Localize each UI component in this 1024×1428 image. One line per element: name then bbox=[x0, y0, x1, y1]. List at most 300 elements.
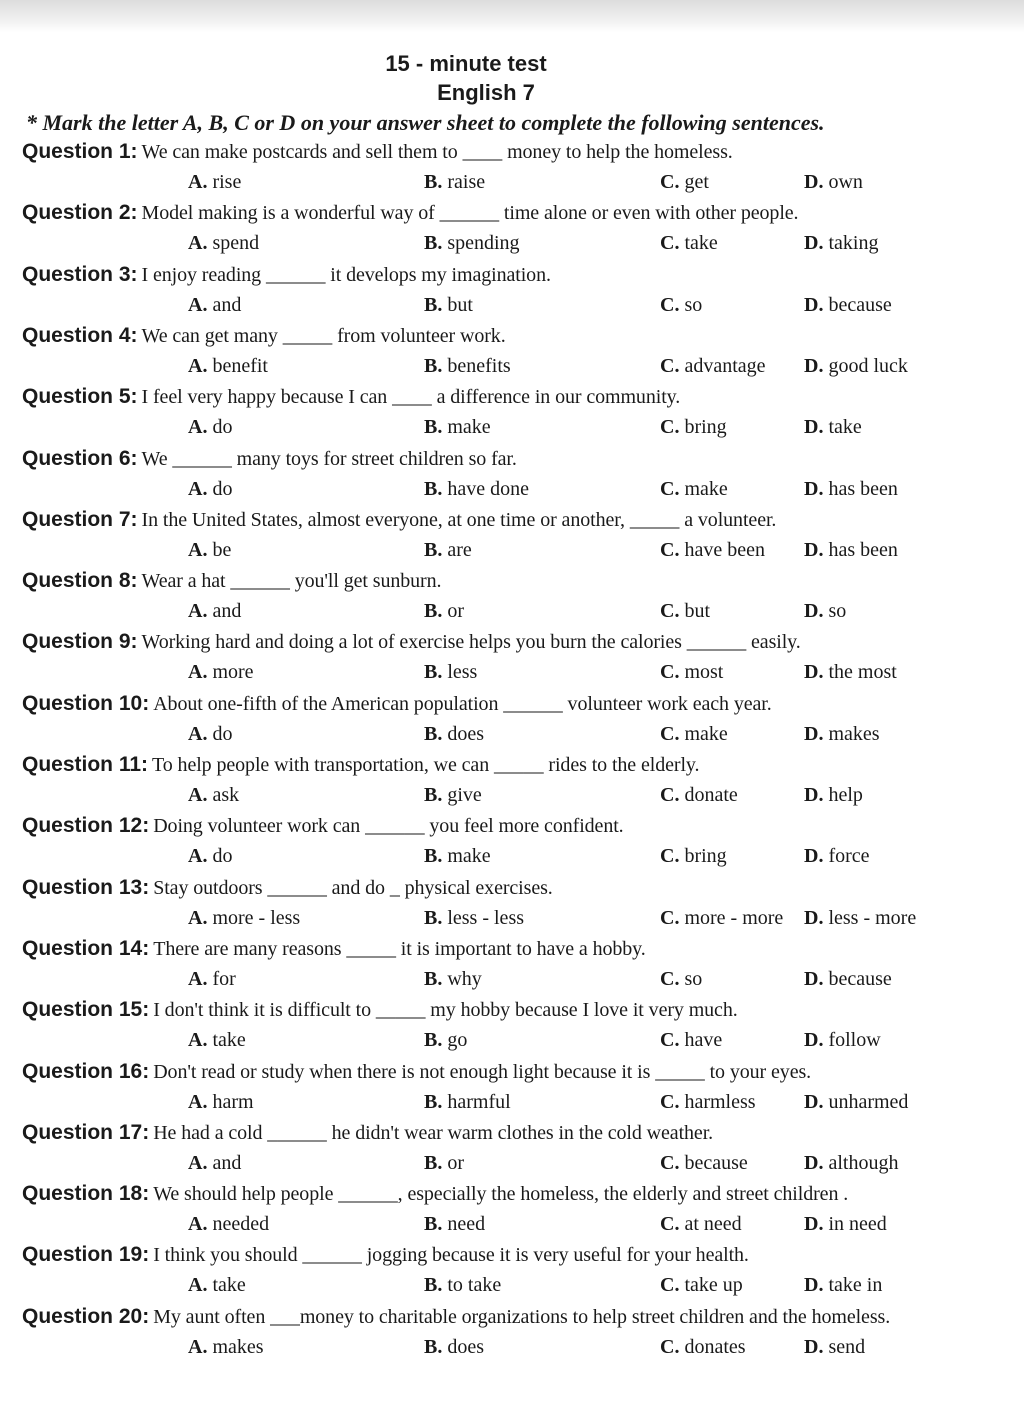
question-20 bbox=[22, 1302, 1012, 1363]
option-c[interactable] bbox=[660, 535, 765, 565]
option-letter: A. bbox=[188, 538, 208, 561]
option-letter: B. bbox=[424, 661, 443, 684]
option-letter: D. bbox=[804, 477, 824, 500]
option-letter: B. bbox=[424, 1213, 443, 1236]
question-text: We ______ many toys for street children so far. bbox=[141, 447, 517, 470]
question-11 bbox=[22, 750, 1012, 811]
question-stem bbox=[22, 198, 798, 228]
option-text: good luck bbox=[828, 354, 908, 377]
question-text: I think you should ______ jogging because it is very useful for your health. bbox=[153, 1244, 749, 1267]
option-text: bring bbox=[684, 416, 727, 439]
option-text: because bbox=[684, 1151, 748, 1174]
option-letter: D. bbox=[804, 967, 824, 990]
question-stem bbox=[22, 444, 517, 474]
option-text: more - more bbox=[684, 906, 784, 929]
question-label: Question 3: bbox=[22, 262, 138, 286]
option-text: do bbox=[212, 477, 233, 500]
option-text: why bbox=[447, 967, 482, 990]
option-b[interactable] bbox=[424, 290, 473, 320]
question-label: Question 12: bbox=[22, 814, 150, 838]
question-label: Question 16: bbox=[22, 1059, 150, 1083]
option-d[interactable] bbox=[804, 903, 916, 933]
question-1 bbox=[22, 137, 1012, 198]
option-a[interactable] bbox=[188, 596, 241, 626]
question-stem bbox=[22, 873, 553, 903]
option-letter: D. bbox=[804, 232, 824, 255]
option-text: be bbox=[212, 538, 232, 561]
question-text: Working hard and doing a lot of exercise helps you burn the calories ______ easily. bbox=[141, 631, 801, 654]
option-text: so bbox=[828, 600, 847, 623]
option-b[interactable] bbox=[424, 1087, 511, 1117]
question-stem bbox=[22, 750, 699, 780]
option-text: do bbox=[212, 722, 233, 745]
option-letter: A. bbox=[188, 967, 208, 990]
option-c[interactable] bbox=[660, 780, 738, 810]
option-letter: A. bbox=[188, 416, 208, 439]
option-text: and bbox=[212, 600, 242, 623]
question-stem bbox=[22, 1118, 713, 1148]
option-text: bring bbox=[684, 845, 727, 868]
option-b[interactable] bbox=[424, 474, 529, 504]
option-letter: A. bbox=[188, 784, 208, 806]
question-19 bbox=[22, 1240, 1012, 1301]
option-b[interactable] bbox=[424, 964, 482, 994]
question-label: Question 19: bbox=[22, 1243, 150, 1267]
option-text: are bbox=[447, 538, 472, 561]
option-c[interactable] bbox=[660, 1148, 748, 1178]
option-letter: C. bbox=[660, 1029, 680, 1052]
option-text: do bbox=[212, 845, 233, 868]
option-a[interactable] bbox=[188, 903, 300, 933]
option-letter: D. bbox=[804, 784, 824, 806]
option-text: benefit bbox=[212, 354, 268, 377]
option-text: do bbox=[212, 416, 233, 439]
question-5 bbox=[22, 382, 1012, 443]
question-text: Doing volunteer work can ______ you feel more confident. bbox=[153, 815, 624, 838]
option-letter: B. bbox=[424, 1090, 443, 1113]
option-letter: B. bbox=[424, 293, 443, 316]
question-text: Model making is a wonderful way of ______ time alone or even with other people. bbox=[141, 202, 799, 225]
option-a[interactable] bbox=[188, 1025, 246, 1055]
question-label: Question 9: bbox=[22, 630, 138, 654]
option-d[interactable] bbox=[804, 1025, 881, 1055]
option-text: benefits bbox=[447, 354, 511, 377]
option-a[interactable] bbox=[188, 474, 232, 504]
option-letter: C. bbox=[660, 538, 680, 561]
option-text: donates bbox=[684, 1335, 746, 1358]
option-d[interactable] bbox=[804, 290, 892, 320]
question-stem bbox=[22, 566, 441, 596]
question-4 bbox=[22, 321, 1012, 382]
top-gradient-bar bbox=[0, 0, 1024, 32]
option-letter: C. bbox=[660, 1335, 680, 1358]
option-text: take bbox=[212, 1274, 246, 1297]
question-text: We can get many _____ from volunteer work. bbox=[141, 324, 506, 347]
option-letter: D. bbox=[804, 1090, 824, 1113]
option-a[interactable] bbox=[188, 167, 241, 197]
question-text: I feel very happy because I can ____ a difference in our community. bbox=[141, 386, 681, 409]
option-text: for bbox=[212, 967, 236, 990]
option-letter: C. bbox=[660, 1274, 680, 1297]
option-text: but bbox=[684, 600, 711, 623]
option-b[interactable] bbox=[424, 535, 472, 565]
option-b[interactable] bbox=[424, 1148, 464, 1178]
question-label: Question 14: bbox=[22, 936, 150, 960]
option-c[interactable] bbox=[660, 719, 728, 749]
option-letter: B. bbox=[424, 906, 443, 929]
option-d[interactable] bbox=[804, 657, 897, 687]
option-text: needed bbox=[212, 1213, 270, 1236]
question-stem bbox=[22, 627, 801, 657]
option-text: ask bbox=[212, 784, 240, 806]
option-text: take in bbox=[828, 1274, 883, 1297]
option-letter: B. bbox=[424, 477, 443, 500]
option-a[interactable] bbox=[188, 657, 254, 687]
option-text: need bbox=[447, 1213, 486, 1236]
question-stem bbox=[22, 505, 776, 535]
option-b[interactable] bbox=[424, 903, 524, 933]
option-text: most bbox=[684, 661, 724, 684]
option-text: own bbox=[828, 171, 863, 193]
question-stem bbox=[22, 1057, 811, 1087]
option-text: taking bbox=[828, 232, 879, 255]
question-stem bbox=[22, 811, 624, 841]
question-6 bbox=[22, 444, 1012, 505]
option-text: unharmed bbox=[828, 1090, 909, 1113]
question-label: Question 13: bbox=[22, 875, 150, 899]
question-text: About one-fifth of the American population ______ volunteer work each year. bbox=[153, 692, 772, 715]
question-3 bbox=[22, 260, 1012, 321]
option-c[interactable] bbox=[660, 1332, 746, 1362]
option-letter: C. bbox=[660, 906, 680, 929]
option-d[interactable] bbox=[804, 228, 878, 258]
question-16 bbox=[22, 1057, 1012, 1118]
question-label: Question 18: bbox=[22, 1182, 150, 1206]
option-letter: C. bbox=[660, 1151, 680, 1174]
option-text: donate bbox=[684, 784, 738, 806]
question-label: Question 17: bbox=[22, 1120, 150, 1144]
option-letter: B. bbox=[424, 600, 443, 623]
test-subtitle: English 7 bbox=[437, 80, 535, 105]
option-letter: D. bbox=[804, 416, 824, 439]
question-label: Question 6: bbox=[22, 446, 138, 470]
option-d[interactable] bbox=[804, 412, 862, 442]
option-text: help bbox=[828, 784, 863, 806]
option-c[interactable] bbox=[660, 903, 783, 933]
option-letter: A. bbox=[188, 171, 208, 193]
option-letter: B. bbox=[424, 1335, 443, 1358]
option-text: in need bbox=[828, 1213, 887, 1236]
option-a[interactable] bbox=[188, 535, 231, 565]
option-letter: D. bbox=[804, 722, 824, 745]
option-letter: D. bbox=[804, 661, 824, 684]
option-d[interactable] bbox=[804, 474, 898, 504]
option-letter: C. bbox=[660, 477, 680, 500]
option-letter: C. bbox=[660, 661, 680, 684]
question-stem bbox=[22, 934, 646, 964]
question-8 bbox=[22, 566, 1012, 627]
option-text: have bbox=[684, 1029, 723, 1052]
option-c[interactable] bbox=[660, 412, 727, 442]
option-a[interactable] bbox=[188, 412, 232, 442]
question-stem bbox=[22, 382, 680, 412]
option-c[interactable] bbox=[660, 596, 710, 626]
option-letter: C. bbox=[660, 1213, 680, 1236]
option-letter: A. bbox=[188, 722, 208, 745]
option-a[interactable] bbox=[188, 841, 232, 871]
option-a[interactable] bbox=[188, 1148, 241, 1178]
option-letter: A. bbox=[188, 477, 208, 500]
option-text: makes bbox=[212, 1335, 264, 1358]
option-letter: A. bbox=[188, 906, 208, 929]
option-text: make bbox=[684, 477, 728, 500]
question-text: Stay outdoors ______ and do _ physical exercises. bbox=[153, 876, 553, 899]
option-text: harm bbox=[212, 1090, 254, 1113]
option-text: give bbox=[447, 784, 482, 806]
option-b[interactable] bbox=[424, 841, 491, 871]
option-letter: C. bbox=[660, 845, 680, 868]
question-17 bbox=[22, 1118, 1012, 1179]
option-text: or bbox=[447, 1151, 465, 1174]
option-a[interactable] bbox=[188, 1270, 246, 1300]
option-a[interactable] bbox=[188, 351, 268, 381]
option-d[interactable] bbox=[804, 351, 908, 381]
question-label: Question 7: bbox=[22, 507, 138, 531]
option-text: spending bbox=[447, 232, 520, 255]
option-b[interactable] bbox=[424, 596, 464, 626]
question-stem bbox=[22, 689, 772, 719]
option-text: but bbox=[447, 293, 473, 316]
option-text: take bbox=[212, 1029, 246, 1052]
option-c[interactable] bbox=[660, 167, 709, 197]
option-letter: C. bbox=[660, 1090, 680, 1113]
option-text: so bbox=[684, 293, 703, 316]
option-letter: B. bbox=[424, 538, 443, 561]
option-letter: B. bbox=[424, 171, 443, 193]
option-text: more bbox=[212, 661, 254, 684]
option-c[interactable] bbox=[660, 964, 702, 994]
option-c[interactable] bbox=[660, 351, 766, 381]
question-text: My aunt often ___money to charitable organizations to help street children and the homeless. bbox=[153, 1305, 891, 1328]
option-letter: A. bbox=[188, 293, 208, 316]
option-text: have done bbox=[447, 477, 529, 500]
question-label: Question 20: bbox=[22, 1304, 150, 1328]
option-a[interactable] bbox=[188, 1209, 269, 1239]
option-a[interactable] bbox=[188, 780, 239, 810]
option-letter: B. bbox=[424, 232, 443, 255]
option-letter: D. bbox=[804, 906, 824, 929]
option-c[interactable] bbox=[660, 1087, 756, 1117]
option-text: less - more bbox=[828, 906, 917, 929]
option-letter: C. bbox=[660, 354, 680, 377]
option-text: raise bbox=[447, 171, 486, 193]
option-letter: B. bbox=[424, 354, 443, 377]
option-text: to take bbox=[447, 1274, 502, 1297]
question-stem bbox=[22, 1302, 890, 1332]
option-text: does bbox=[447, 722, 485, 745]
question-label: Question 15: bbox=[22, 998, 150, 1022]
option-text: or bbox=[447, 600, 465, 623]
option-d[interactable] bbox=[804, 596, 846, 626]
option-letter: B. bbox=[424, 1274, 443, 1297]
option-letter: C. bbox=[660, 722, 680, 745]
option-d[interactable] bbox=[804, 780, 863, 810]
option-d[interactable] bbox=[804, 1148, 898, 1178]
question-label: Question 8: bbox=[22, 569, 138, 593]
question-text: We should help people ______, especially the homeless, the elderly and street children . bbox=[153, 1183, 849, 1206]
option-b[interactable] bbox=[424, 351, 511, 381]
option-text: because bbox=[828, 967, 892, 990]
option-b[interactable] bbox=[424, 657, 477, 687]
question-label: Question 10: bbox=[22, 691, 150, 715]
option-text: advantage bbox=[684, 354, 766, 377]
option-b[interactable] bbox=[424, 412, 491, 442]
option-letter: D. bbox=[804, 600, 824, 623]
option-b[interactable] bbox=[424, 167, 485, 197]
option-letter: B. bbox=[424, 784, 443, 806]
option-text: go bbox=[447, 1029, 468, 1052]
question-18 bbox=[22, 1179, 1012, 1240]
option-a[interactable] bbox=[188, 228, 259, 258]
option-c[interactable] bbox=[660, 1209, 742, 1239]
option-d[interactable] bbox=[804, 841, 870, 871]
option-c[interactable] bbox=[660, 474, 728, 504]
option-d[interactable] bbox=[804, 535, 898, 565]
question-label: Question 2: bbox=[22, 201, 138, 225]
question-10 bbox=[22, 689, 1012, 750]
option-letter: D. bbox=[804, 1274, 824, 1297]
option-text: so bbox=[684, 967, 703, 990]
option-letter: D. bbox=[804, 1213, 824, 1236]
option-letter: A. bbox=[188, 1335, 208, 1358]
option-text: rise bbox=[212, 171, 242, 193]
option-letter: C. bbox=[660, 416, 680, 439]
option-b[interactable] bbox=[424, 780, 482, 810]
option-c[interactable] bbox=[660, 841, 727, 871]
option-b[interactable] bbox=[424, 1209, 485, 1239]
option-b[interactable] bbox=[424, 1332, 484, 1362]
question-text: To help people with transportation, we can _____ rides to the elderly. bbox=[152, 754, 700, 776]
option-text: harmless bbox=[684, 1090, 756, 1113]
option-d[interactable] bbox=[804, 1332, 865, 1362]
option-letter: A. bbox=[188, 1029, 208, 1052]
option-letter: C. bbox=[660, 967, 680, 990]
option-text: take up bbox=[684, 1274, 743, 1297]
option-a[interactable] bbox=[188, 719, 232, 749]
question-stem bbox=[22, 137, 733, 167]
question-label: Question 11: bbox=[22, 753, 149, 776]
option-a[interactable] bbox=[188, 964, 236, 994]
question-text: He had a cold ______ he didn't wear warm clothes in the cold weather. bbox=[153, 1121, 714, 1144]
option-letter: A. bbox=[188, 1274, 208, 1297]
option-text: the most bbox=[828, 661, 897, 684]
question-stem bbox=[22, 260, 551, 290]
option-text: has been bbox=[828, 477, 898, 500]
option-letter: A. bbox=[188, 354, 208, 377]
option-a[interactable] bbox=[188, 1087, 254, 1117]
option-c[interactable] bbox=[660, 290, 702, 320]
option-d[interactable] bbox=[804, 719, 880, 749]
question-text: There are many reasons _____ it is important to have a hobby. bbox=[153, 937, 646, 960]
option-letter: C. bbox=[660, 784, 680, 806]
question-14 bbox=[22, 934, 1012, 995]
option-text: send bbox=[828, 1335, 866, 1358]
option-b[interactable] bbox=[424, 228, 520, 258]
option-letter: B. bbox=[424, 416, 443, 439]
option-d[interactable] bbox=[804, 964, 892, 994]
question-text: I enjoy reading ______ it develops my imagination. bbox=[141, 263, 551, 286]
option-d[interactable] bbox=[804, 1087, 908, 1117]
option-text: less - less bbox=[447, 906, 525, 929]
option-letter: D. bbox=[804, 538, 824, 561]
option-letter: B. bbox=[424, 967, 443, 990]
option-letter: A. bbox=[188, 661, 208, 684]
question-label: Question 1: bbox=[22, 140, 138, 163]
option-b[interactable] bbox=[424, 719, 484, 749]
option-text: force bbox=[828, 845, 870, 868]
option-c[interactable] bbox=[660, 228, 718, 258]
option-text: have been bbox=[684, 538, 765, 561]
option-letter: A. bbox=[188, 1151, 208, 1174]
option-text: take bbox=[684, 232, 718, 255]
option-letter: D. bbox=[804, 354, 824, 377]
question-2 bbox=[22, 198, 1012, 259]
option-letter: B. bbox=[424, 722, 443, 745]
question-stem bbox=[22, 321, 506, 351]
option-text: and bbox=[212, 293, 242, 316]
option-letter: D. bbox=[804, 1029, 824, 1052]
question-text: Wear a hat ______ you'll get sunburn. bbox=[141, 570, 442, 593]
option-letter: A. bbox=[188, 600, 208, 623]
instruction-text: * Mark the letter A, B, C or D on your answer sheet to complete the following sentences. bbox=[26, 110, 825, 135]
option-c[interactable] bbox=[660, 1025, 722, 1055]
option-letter: B. bbox=[424, 1029, 443, 1052]
option-text: because bbox=[828, 293, 892, 316]
option-text: get bbox=[684, 171, 709, 193]
option-c[interactable] bbox=[660, 1270, 743, 1300]
option-a[interactable] bbox=[188, 1332, 264, 1362]
option-b[interactable] bbox=[424, 1270, 501, 1300]
option-d[interactable] bbox=[804, 1270, 882, 1300]
option-letter: D. bbox=[804, 1335, 824, 1358]
option-letter: C. bbox=[660, 232, 680, 255]
option-d[interactable] bbox=[804, 167, 863, 197]
question-12 bbox=[22, 811, 1012, 872]
question-label: Question 5: bbox=[22, 385, 138, 409]
question-stem bbox=[22, 1179, 848, 1209]
question-stem bbox=[22, 995, 738, 1025]
option-text: has been bbox=[828, 538, 898, 561]
option-b[interactable] bbox=[424, 1025, 467, 1055]
option-c[interactable] bbox=[660, 657, 723, 687]
option-text: although bbox=[828, 1151, 899, 1174]
test-title: 15 - minute test bbox=[385, 51, 547, 76]
question-7 bbox=[22, 505, 1012, 566]
option-letter: A. bbox=[188, 1090, 208, 1113]
option-a[interactable] bbox=[188, 290, 241, 320]
question-9 bbox=[22, 627, 1012, 688]
option-text: and bbox=[212, 1151, 242, 1174]
option-letter: A. bbox=[188, 232, 208, 255]
option-text: less bbox=[447, 661, 478, 684]
question-text: In the United States, almost everyone, at one time or another, _____ a volunteer. bbox=[141, 508, 777, 531]
option-letter: C. bbox=[660, 293, 680, 316]
option-letter: A. bbox=[188, 845, 208, 868]
question-label: Question 4: bbox=[22, 323, 138, 347]
option-text: makes bbox=[828, 722, 880, 745]
option-text: does bbox=[447, 1335, 485, 1358]
option-d[interactable] bbox=[804, 1209, 887, 1239]
